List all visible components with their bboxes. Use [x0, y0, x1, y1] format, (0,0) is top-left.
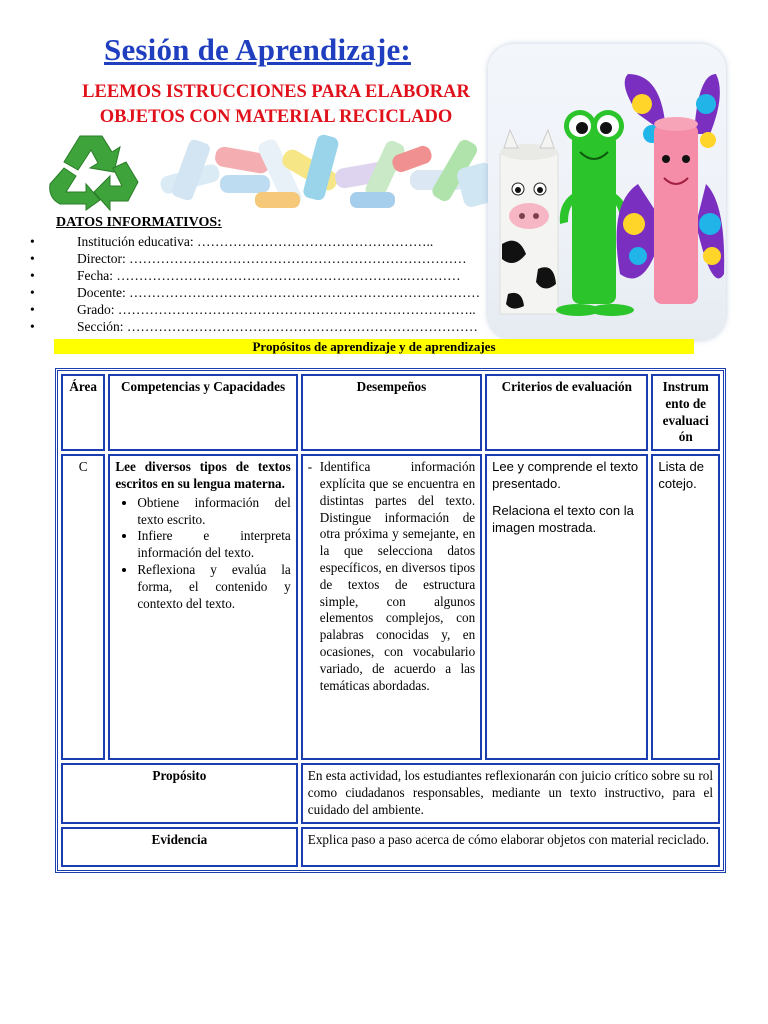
evidencia-label: Evidencia	[61, 827, 298, 867]
header-desempenos: Desempeños	[301, 374, 482, 451]
list-item: • Institución educativa: ……………………………………………..	[30, 234, 434, 249]
page-title: Sesión de Aprendizaje:	[104, 32, 411, 67]
criterio-2: Relaciona el texto con la imagen mostrada.	[492, 502, 634, 535]
cell-area: C	[61, 454, 105, 760]
cell-instrumento: Lista de cotejo.	[651, 454, 720, 760]
evidencia-text: Explica paso a paso acerca de cómo elaborar objetos con material reciclado.	[301, 827, 720, 867]
header-instrumento: Instrum ento de evaluaci ón	[651, 374, 720, 451]
list-item: • Fecha: ………………………………………………………..…………	[30, 268, 461, 283]
table-row	[61, 763, 720, 823]
capacidades-list	[115, 495, 290, 613]
plastic-bottles-image	[160, 130, 500, 220]
list-item: • Grado: ……………………………………………………………………..	[30, 302, 476, 317]
datos-informativos-heading: DATOS INFORMATIVOS:	[56, 215, 222, 230]
list-item: • Director: …………………………………………………………………	[30, 251, 467, 266]
list-item: • Sección: ……………………………………………………………………	[30, 319, 478, 334]
recycle-icon	[40, 128, 160, 213]
proposito-label: Propósito	[61, 763, 298, 823]
datos-informativos-list	[30, 233, 510, 335]
header-area: Área	[61, 374, 105, 451]
learning-table	[55, 368, 726, 861]
competencia-text: Lee diversos tipos de textos escritos en su lengua materna.	[115, 459, 291, 491]
cell-desempenos: - Identifica información explícita que se encuentra en distintas partes del texto. Distingue información de otra próxima y semejante, en la que selecciona datos específicos, en diversos tipos de textos de estructura simple, con algunos elementos complejos, con palabras conocidas y, en ocasiones, con vocabulario variado, de acuerdo a las temáticas abordadas.	[301, 454, 482, 760]
cell-competencias	[108, 454, 297, 760]
recycled-crafts-photo	[488, 44, 726, 340]
subtitle-line-2: OBJETOS CON MATERIAL RECICLADO	[99, 107, 453, 127]
proposito-text: En esta actividad, los estudiantes reflexionarán con juicio crítico sobre su rol como ciudadanos responsables, mediante un texto instructivo, para el cuidado del ambiente.	[301, 763, 720, 823]
list-item: • Reflexiona y evalúa la forma, el contenido y contexto del texto.	[137, 562, 290, 612]
header-criterios: Criterios de evaluación	[485, 374, 648, 451]
header-competencias: Competencias y Capacidades	[108, 374, 297, 451]
list-item: • Obtiene información del texto escrito.	[137, 495, 290, 529]
list-item: • Infiere e interpreta información del texto.	[137, 528, 290, 562]
list-item: • Docente: ……………………………………………………………………	[30, 285, 481, 300]
criterio-1: Lee y comprende el texto presentado.	[492, 459, 639, 491]
page-subtitle	[46, 80, 506, 130]
section-band: Propósitos de aprendizaje y de aprendizajes	[54, 339, 694, 354]
table-header-row	[61, 374, 720, 451]
desempeno-text: Identifica información explícita que se encuentra en distintas partes del texto. Distingue información de otra próxima y semejante, en la que selecciona datos específicos, en diversos tipos de textos de estructura simple, con algunos elementos complejos, con palabras conocidas y, en ocasiones, con vocabulario variado, de acuerdo a las temáticas abordadas.	[319, 459, 476, 693]
cell-criterios	[485, 454, 648, 760]
subtitle-line-1: LEEMOS ISTRUCCIONES PARA ELABORAR	[82, 82, 470, 102]
table-row	[61, 454, 720, 760]
table-row	[61, 827, 720, 867]
